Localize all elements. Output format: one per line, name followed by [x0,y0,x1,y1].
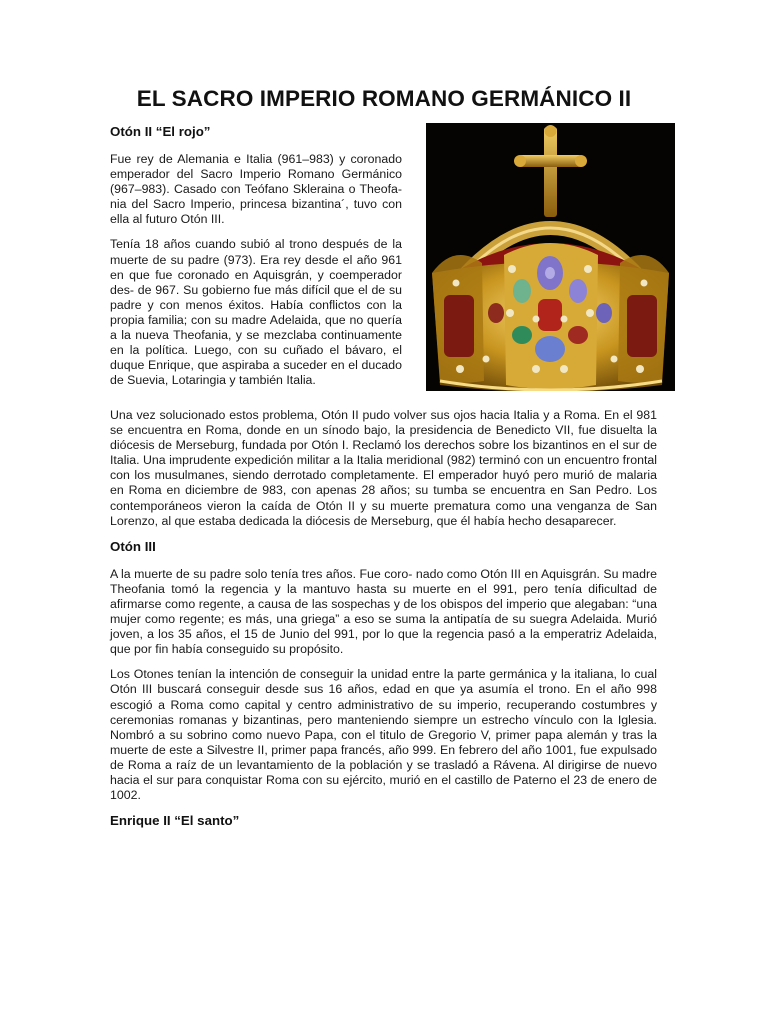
document-title: EL SACRO IMPERIO ROMANO GERMÁNICO II [136,86,632,111]
paragraph: Fue rey de Alemania e Italia (961–983) y coronado emperador del Sacro Imperio Romano Germánico (967–983). Casado con Teófano Skleraina o Theofa- nia del Sacro Imperio, princesa bizantina´, tuvo con ella al futuro Otón III. [110,152,402,227]
imperial-crown-image [426,123,675,391]
section-heading-oton-iii: Otón III [110,538,156,554]
paragraph: Una vez solucionado estos problema, Otón II pudo volver sus ojos hacia Italia y a Roma. En el 981 se encuentra en Roma, donde en un sínodo bajo, la presidencia de Benedicto VII, fue disuelta la diócesis de Merseburg, fundada por Otón I. Reclamó los derechos sobre los bizantinos en el sur de Italia. Una imprudente expedición militar a la Italia meridional (982) terminó con un encuentro frontal con los musulmanes, siendo derrotado completamente. El emperador huyó pero murió de malaria en Roma en diciembre de 983, con apenas 28 años; su tumba se encuentra en San Pedro. Los contemporáneos vieron la caída de Otón II y su muerte prematura como una venganza de San Lorenzo, al que estaba dedicada la diócesis de Merseburg, que él había hecho desaparecer. [110,408,657,528]
paragraph: Tenía 18 años cuando subió al trono después de la muerte de su padre (973). Era rey desde el año 961 en que fue coronado en Aquisgrán, y coemperador des- de 967. Su gobierno fue más difícil que el de su padre y con menos éxitos. Había conflictos con la propia familia; con su madre Adelaida, que no quería a la nueva Theofania, y se mezclaba continuamente en la política. Luego, con su cuñado el bávaro, el duque Enrique, que aspiraba a suceder en el ducado de Suevia, Lotaringia y también Italia. [110,237,402,388]
section-heading-oton-ii: Otón II “El rojo” [110,124,211,139]
section-oton-ii-intro [110,124,402,398]
paragraph: Los Otones tenían la intención de conseguir la unidad entre la parte germánica y la italiana, lo cual Otón III buscará conseguir desde sus 16 años, edad en que ya asumía el trono. En el año 998 escogió a Roma como capital y centro administrativo de su imperio, recuperando costumbres y ceremonias romanas y bizantinas, pero manteniendo siempre un estrecho vínculo con la Iglesia. Nombró a su sobrino como nuevo Papa, con el titulo de Gregorio V, primer papa alemán y tras la muerte de este a Silvestre II, primer papa francés, año 999. En febrero del año 1001, fue expulsado de Roma a raíz de un levantamiento de la población y se trasladó a Rávena. Al dirigirse de nuevo hacia el sur para conquistar Roma con su ejército, murió en el castillo de Paterno el 23 de enero de 1002. [110,667,657,803]
paragraph: A la muerte de su padre solo tenía tres años. Fue coro- nado como Otón III en Aquisgrán. Su madre Theofania tomó la regencia y la mantuvo hasta su muerte en el 991, pero tenía dificultad de afirmarse como regente, a causa de las sospechas y de los obispos del imperio que alegaban: “una mujer como regente; es más, una griega” a eso se suma la antipatía de su suegra Adelaida. Murió joven, a los 35 años, el 15 de Junio del 991, por lo que la regencia pasó a la emperatriz Adelaida, que por fin había conseguido su propósito. [110,566,657,657]
section-heading-enrique-ii: Enrique II “El santo” [110,813,240,829]
document-body [110,408,657,841]
